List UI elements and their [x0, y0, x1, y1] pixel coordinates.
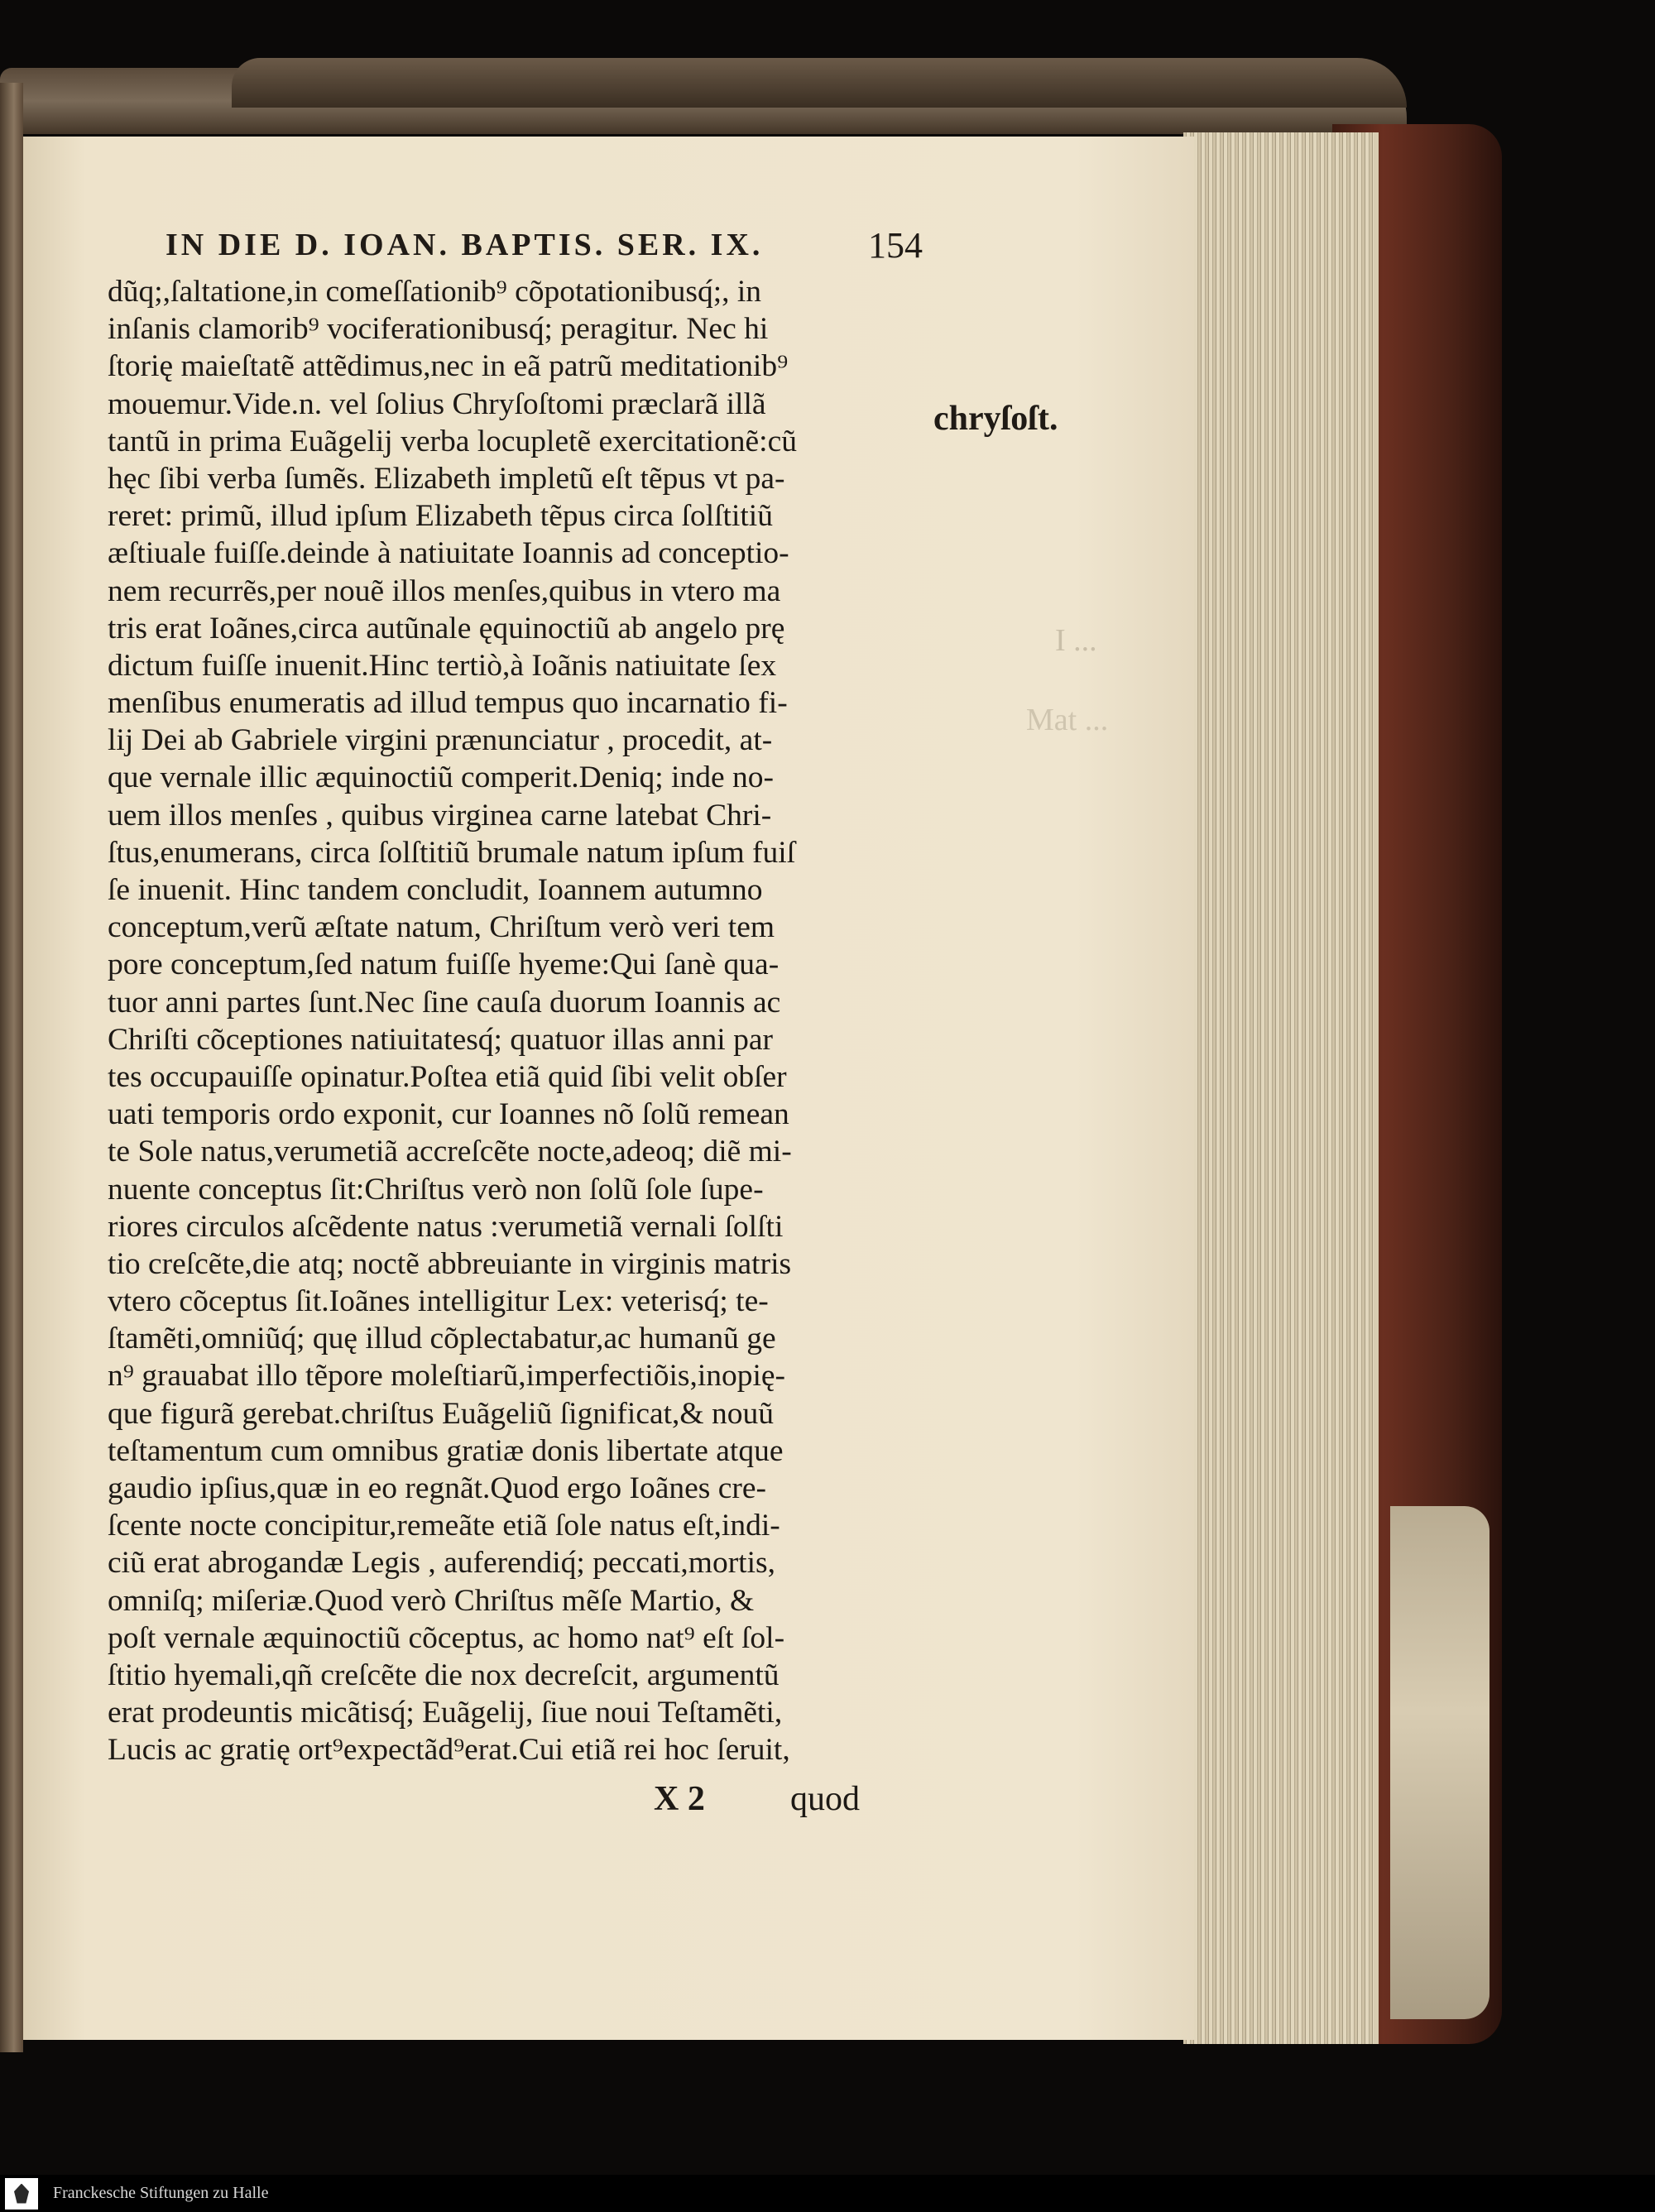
- text-line: reret: primũ, illud ipſum Elizabeth tẽpus circa ſolſtitiũ: [108, 499, 773, 534]
- text-line: poſt vernale æquinoctiũ cõceptus, ac homo nat⁹ eſt ſol-: [108, 1620, 785, 1655]
- text-line: hęc ſibi verba ſumẽs. Elizabeth impletũ eſt tẽpus vt pa-: [108, 461, 785, 496]
- institution-logo-icon[interactable]: [5, 2178, 38, 2210]
- running-head: [166, 222, 923, 268]
- text-line: tris erat Ioãnes,circa autũnale ęquinoctiũ ab angelo prę: [108, 611, 785, 645]
- text-line: nuente conceptus ſit:Chriſtus verò non ſolũ ſole ſupe-: [108, 1172, 764, 1207]
- text-line: ſcente nocte concipitur,remeãte etiã ſole natus eſt,indi-: [108, 1509, 780, 1543]
- page-edges: [1183, 132, 1379, 2044]
- text-line: uati temporis ordo exponit, cur Ioannes nõ ſolũ remean: [108, 1097, 789, 1132]
- text-line: tes occupauiſſe opinatur.Poſtea etiã quid ſibi velit obſer: [108, 1059, 787, 1094]
- footer-bar: [0, 2175, 1655, 2212]
- text-line: Chriſti cõceptiones natiuitatesq́; quatuor illas anni par: [108, 1022, 773, 1057]
- text-line: ſe inuenit. Hinc tandem concludit, Ioannem autumno: [108, 873, 763, 907]
- text-line: ciũ erat abrogandæ Legis , auferendiq́; peccati,mortis,: [108, 1546, 775, 1581]
- folio-number: 154: [868, 224, 923, 266]
- cover-worn-patch: [1390, 1506, 1490, 2019]
- signature-mark: X 2: [654, 1780, 705, 1818]
- text-line: teſtamentum cum omnibus gratiæ donis libertate atque: [108, 1433, 784, 1468]
- text-line: æſtiuale fuiſſe.deinde à natiuitate Ioannis ad conceptio-: [108, 536, 789, 571]
- text-line: ſtamẽti,omniũq́; quę illud cõplectabatur,ac humanũ ge: [108, 1322, 776, 1356]
- text-line: uem illos menſes , quibus virginea carne latebat Chri-: [108, 798, 772, 832]
- text-line: riores circulos aſcẽdente natus :verumetiã vernali ſolſti: [108, 1209, 784, 1244]
- text-line: pore conceptum,ſed natum fuiſſe hyeme:Qui ſanè qua-: [108, 948, 780, 982]
- book-spine-left: [0, 83, 23, 2052]
- text-line: erat prodeuntis micãtisq́; Euãgelij, ſiue noui Teſtamẽti,: [108, 1696, 783, 1730]
- text-line: gaudio ipſius,quæ in eo regnãt.Quod ergo Ioãnes cre-: [108, 1471, 766, 1505]
- text-line: ſtorię maieſtatẽ attẽdimus,nec in eã patrũ meditationib⁹: [108, 349, 789, 384]
- running-title: IN DIE D. IOAN. BAPTIS. SER. IX.: [166, 228, 764, 262]
- text-line: tantũ in prima Euãgelij verba locupletẽ exercitationẽ:cũ: [108, 424, 797, 458]
- text-line: tuor anni partes ſunt.Nec ſine cauſa duorum Ioannis ac: [108, 985, 781, 1020]
- catchword: quod: [790, 1780, 860, 1818]
- text-line: inſanis clamorib⁹ vociferationibusq́; peragitur. Nec hi: [108, 312, 769, 347]
- margin-note: chryſoſt.: [933, 400, 1058, 438]
- text-line: n⁹ grauabat illo tẽpore moleſtiarũ,imperfectiõis,inopię-: [108, 1359, 786, 1394]
- text-line: nem recurrẽs,per nouẽ illos menſes,quibus in vtero ma: [108, 573, 781, 608]
- main-text-block: [108, 273, 919, 1769]
- text-line: te Sole natus,verumetiã accreſcẽte nocte,adeoq; diẽ mi-: [108, 1135, 792, 1169]
- text-line: dũq;,ſaltatione,in comeſſationib⁹ cõpotationibusq́;, in: [108, 275, 762, 309]
- text-line: conceptum,verũ æſtate natum, Chriſtum verò veri tem: [108, 910, 775, 945]
- text-line: lij Dei ab Gabriele virgini prænunciatur , procedit, at-: [108, 723, 773, 758]
- text-line: omniſq; miſeriæ.Quod verò Chriſtus mẽſe Martio, &: [108, 1583, 755, 1618]
- text-line: que figurã gerebat.chriſtus Euãgeliũ ſignificat,& nouũ: [108, 1396, 774, 1431]
- book-binding-top-inner: [232, 58, 1407, 108]
- text-line: tio creſcẽte,die atq; noctẽ abbreuiante in virginis matris: [108, 1246, 792, 1281]
- text-line: vtero cõceptus ſit.Ioãnes intelligitur Lex: veterisq́; te-: [108, 1284, 769, 1319]
- text-line: Lucis ac gratię ort⁹expectãd⁹erat.Cui etiã rei hoc ſeruit,: [108, 1733, 790, 1768]
- text-line: menſibus enumeratis ad illud tempus quo incarnatio fi-: [108, 686, 788, 721]
- text-line: que vernale illic æquinoctiũ comperit.Deniq; inde no-: [108, 761, 774, 795]
- show-through-text: I ...: [1055, 623, 1097, 658]
- show-through-text: Mat ...: [1026, 703, 1109, 737]
- text-line: ſtitio hyemali,qñ creſcẽte die nox decreſcit, argumentũ: [108, 1658, 780, 1692]
- text-line: ſtus,enumerans, circa ſolſtitiũ brumale natum ipſum fuiſ: [108, 835, 796, 870]
- text-line: dictum fuiſſe inuenit.Hinc tertiò,à Ioãnis natiuitate ſex: [108, 648, 777, 683]
- text-line: mouemur.Vide.n. vel ſolius Chryſoſtomi præclarã illã: [108, 386, 766, 421]
- footer-credit: Franckesche Stiftungen zu Halle: [53, 2184, 269, 2202]
